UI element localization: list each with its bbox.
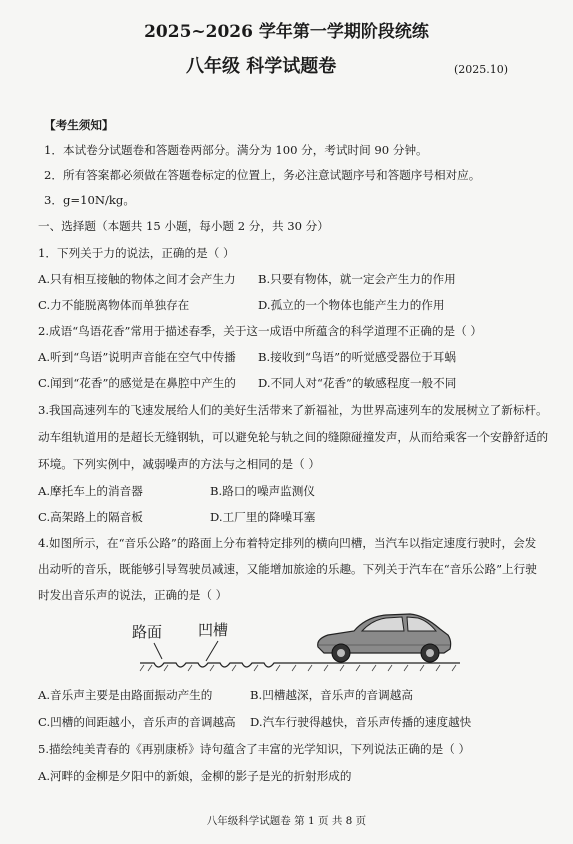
exam-subtitle: 八年级 科学试题卷 <box>186 56 337 77</box>
q1-stem: 1．下列关于力的说法，正确的是（ ） <box>38 246 235 260</box>
exam-date: (2025.10) <box>454 63 509 76</box>
q5-option-a: A.河畔的金柳是夕阳中的新娘，金柳的影子是光的折射形成的 <box>38 769 352 783</box>
notice-item-2: 2．所有答案都必须做在答题卷标定的位置上，务必注意试题序号和答题序号相对应。 <box>44 168 481 182</box>
label-road: 路面 <box>132 623 163 641</box>
q4-option-a: A.音乐声主要是由路面振动产生的 <box>38 688 213 702</box>
road-hatching <box>140 665 456 671</box>
q2-option-d: D.不同人对“花香”的敏感程度一般不同 <box>258 376 457 390</box>
q4-stem-line-2: 出动听的音乐，既能够引导驾驶员减速，又能增加旅途的乐趣。下列关于汽车在“音乐公路”上行驶 <box>38 562 537 576</box>
car-icon <box>318 614 451 662</box>
q3-option-a: A.摩托车上的消音器 <box>38 484 143 498</box>
q1-option-c: C.力不能脱离物体而单独存在 <box>38 298 190 312</box>
road-surface <box>140 663 460 667</box>
q3-option-d: D.工厂里的降噪耳塞 <box>210 510 316 524</box>
label-groove: 凹槽 <box>198 621 229 639</box>
notice-item-1: 1．本试卷分试题卷和答题卷两部分。满分为 100 分，考试时间 90 分钟。 <box>44 143 428 157</box>
q2-option-c: C.闻到“花香”的感觉是在鼻腔中产生的 <box>38 376 236 390</box>
road-leader-line <box>154 643 162 659</box>
q3-option-c: C.高架路上的隔音板 <box>38 510 143 524</box>
q3-option-b: B.路口的噪声监测仪 <box>210 484 315 498</box>
music-road-figure <box>132 605 460 675</box>
q4-option-c: C.凹槽的间距越小，音乐声的音调越高 <box>38 715 236 729</box>
q1-option-a: A.只有相互接触的物体之间才会产生力 <box>38 272 236 286</box>
section-heading: 一、选择题（本题共 15 小题，每小题 2 分，共 30 分） <box>38 219 329 233</box>
q3-stem-line-1: 3.我国高速列车的飞速发展给人们的美好生活带来了新福祉，为世界高速列车的发展树立了新标杆。 <box>38 403 548 417</box>
q4-stem-line-1: 4.如图所示，在“音乐公路”的路面上分布着特定排列的横向凹槽，当汽车以指定速度行驶时，会发 <box>38 536 537 550</box>
exam-title: 2025~2026 学年第一学期阶段统练 <box>144 22 429 42</box>
q4-option-b: B.凹槽越深，音乐声的音调越高 <box>250 688 413 702</box>
notice-item-3: 3．g=10N/kg。 <box>44 193 135 207</box>
q2-stem: 2.成语“鸟语花香”常用于描述春季，关于这一成语中所蕴含的科学道理不正确的是（ ） <box>38 324 482 338</box>
q3-stem-line-2: 动车组轨道用的是超长无缝钢轨，可以避免轮与轨之间的缝隙碰撞发声，从而给乘客一个安静舒适的 <box>38 430 549 444</box>
q3-stem-line-3: 环境。下列实例中，减弱噪声的方法与之相同的是（ ） <box>38 457 320 471</box>
notice-heading: 【考生须知】 <box>44 118 114 132</box>
q4-option-d: D.汽车行驶得越快，音乐声传播的速度越快 <box>250 715 472 729</box>
q4-stem-line-3: 时发出音乐声的说法，正确的是（ ） <box>38 588 228 602</box>
q1-option-d: D.孤立的一个物体也能产生力的作用 <box>258 298 445 312</box>
page-footer: 八年级科学试题卷 第 1 页 共 8 页 <box>206 815 367 827</box>
q2-option-a: A.听到“鸟语”说明声音能在空气中传播 <box>38 350 236 364</box>
q5-stem: 5.描绘纯美青春的《再别康桥》诗句蕴含了丰富的光学知识，下列说法正确的是（ ） <box>38 742 471 756</box>
q1-option-b: B.只要有物体，就一定会产生力的作用 <box>258 272 456 286</box>
groove-leader-line <box>206 641 218 661</box>
q2-option-b: B.接收到“鸟语”的听觉感受器位于耳蜗 <box>258 350 456 364</box>
